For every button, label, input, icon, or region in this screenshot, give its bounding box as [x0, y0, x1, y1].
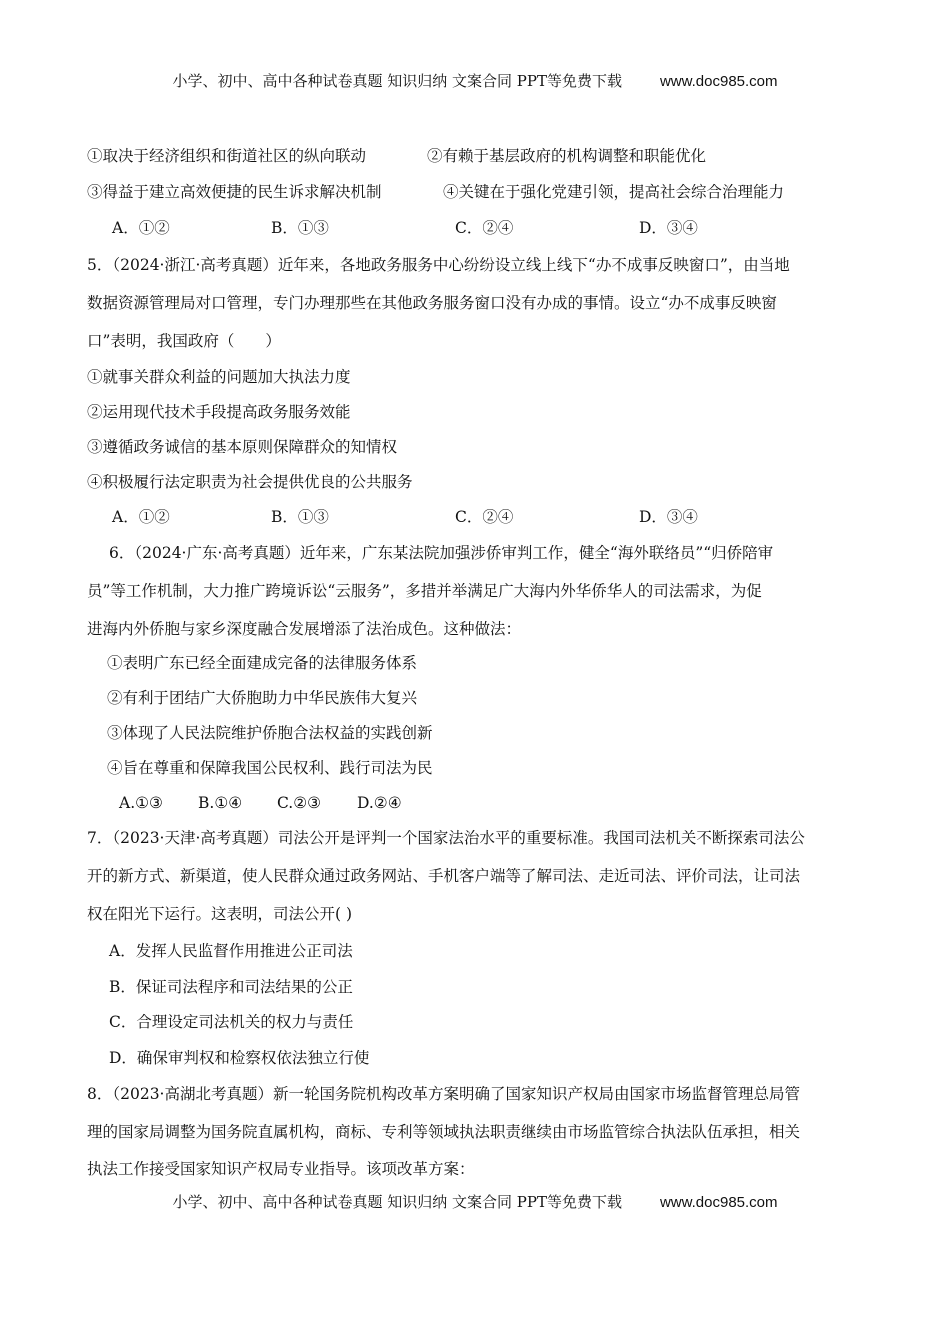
q4-option-c: C．②④: [455, 219, 514, 237]
q8-stem-line-1: 8．（2023·高湖北考真题）新一轮国务院机构改革方案明确了国家知识产权局由国家市场监督管理总局管: [87, 1085, 800, 1103]
q5-statement-4: ④积极履行法定职责为社会提供优良的公共服务: [87, 473, 413, 491]
q5-stem-line-1: 5．（2024·浙江·高考真题）近年来，各地政务服务中心纷纷设立线上线下“办不成事反映窗口”，由当地: [87, 256, 790, 274]
q6-option-d: D.②④: [357, 794, 402, 812]
footer-text: 小学、初中、高中各种试卷真题 知识归纳 文案合同 PPT等免费下载: [172, 1193, 622, 1211]
q6-option-a: A.①③: [119, 794, 163, 812]
page-footer: [0, 1191, 950, 1212]
q5-option-c: C．②④: [455, 508, 514, 526]
q6-stem-line-2: 员”等工作机制，大力推广跨境诉讼“云服务”，多措并举满足广大海内外华侨华人的司法需求，为促: [87, 582, 762, 600]
footer-site: www.doc985.com: [659, 1194, 778, 1211]
header-site: www.doc985.com: [659, 73, 778, 90]
page-header: [0, 70, 950, 91]
q6-statement-3: ③体现了人民法院维护侨胞合法权益的实践创新: [107, 724, 433, 742]
header-text: 小学、初中、高中各种试卷真题 知识归纳 文案合同 PPT等免费下载: [172, 72, 622, 90]
q7-option-a: A．发挥人民监督作用推进公正司法: [109, 942, 353, 960]
q5-stem-line-2: 数据资源管理局对口管理，专门办理那些在其他政务服务窗口没有办成的事情。设立“办不成事反映窗: [87, 294, 777, 312]
q4-statement-2: ②有赖于基层政府的机构调整和职能优化: [427, 147, 707, 165]
q7-stem-line-3: 权在阳光下运行。这表明，司法公开( ): [87, 905, 353, 923]
q7-stem-line-2: 开的新方式、新渠道，使人民群众通过政务网站、手机客户端等了解司法、走近司法、评价司法，让司法: [87, 867, 801, 885]
q5-option-a: A．①②: [112, 508, 170, 526]
q5-statement-2: ②运用现代技术手段提高政务服务效能: [87, 403, 351, 421]
q7-option-d: D．确保审判权和检察权依法独立行使: [109, 1049, 370, 1067]
q8-stem-line-3: 执法工作接受国家知识产权局专业指导。该项改革方案：: [87, 1160, 475, 1178]
q5-statement-1: ①就事关群众利益的问题加大执法力度: [87, 368, 351, 386]
q6-stem-line-3: 进海内外侨胞与家乡深度融合发展增添了法治成色。这种做法：: [87, 620, 522, 638]
q7-option-c: C．合理设定司法机关的权力与责任: [109, 1013, 354, 1031]
q6-stem-line-1: 6．（2024·广东·高考真题）近年来，广东某法院加强涉侨审判工作，健全“海外联络员”“归侨陪审: [109, 544, 774, 562]
q6-option-c: C.②③: [277, 794, 322, 812]
q6-option-b: B.①④: [198, 794, 243, 812]
q4-statement-4: ④关键在于强化党建引领，提高社会综合治理能力: [443, 183, 785, 201]
q6-statement-4: ④旨在尊重和保障我国公民权利、践行司法为民: [107, 759, 433, 777]
q4-statement-1: ①取决于经济组织和街道社区的纵向联动: [87, 147, 367, 165]
q8-stem-line-2: 理的国家局调整为国务院直属机构，商标、专利等领域执法职责继续由市场监管综合执法队伍承担，相关: [87, 1123, 801, 1141]
q6-statement-2: ②有利于团结广大侨胞助力中华民族伟大复兴: [107, 689, 418, 707]
q5-option-d: D．③④: [639, 508, 698, 526]
q4-option-d: D．③④: [639, 219, 698, 237]
q6-statement-1: ①表明广东已经全面建成完备的法律服务体系: [107, 654, 418, 672]
q7-option-b: B．保证司法程序和司法结果的公正: [109, 978, 353, 996]
q5-stem-line-3: 口”表明，我国政府（ ）: [87, 332, 281, 350]
q5-option-b: B．①③: [271, 508, 329, 526]
q4-option-b: B．①③: [271, 219, 329, 237]
q7-stem-line-1: 7．（2023·天津·高考真题）司法公开是评判一个国家法治水平的重要标准。我国司法机关不断探索司法公: [87, 829, 805, 847]
q5-statement-3: ③遵循政务诚信的基本原则保障群众的知情权: [87, 438, 398, 456]
q4-statement-3: ③得益于建立高效便捷的民生诉求解决机制: [87, 183, 382, 201]
q4-option-a: A．①②: [112, 219, 170, 237]
